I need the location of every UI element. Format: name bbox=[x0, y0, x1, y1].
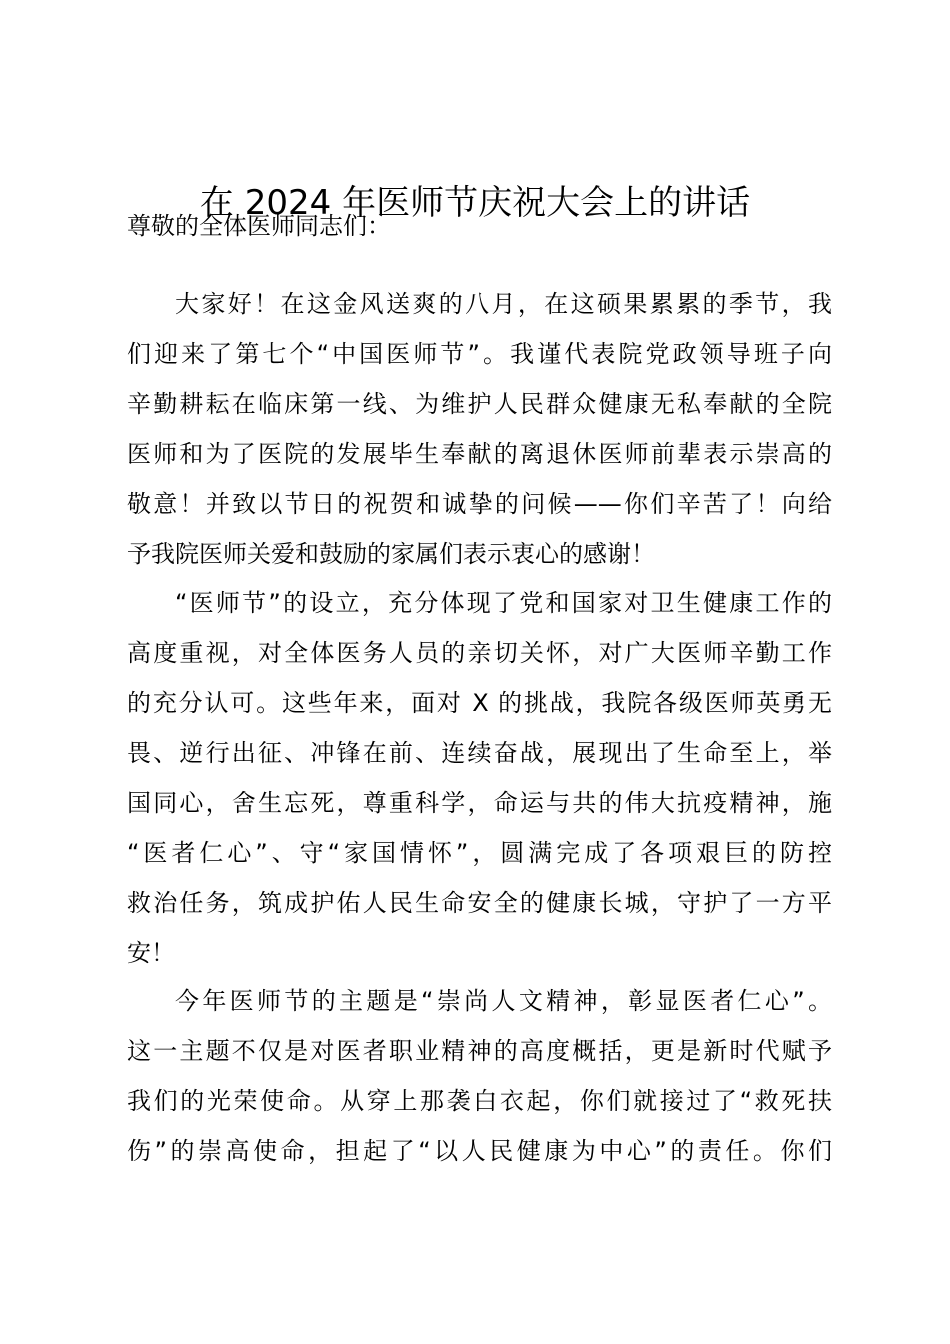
text-line: 辛勤耕耘在临床第一线、为维护人民群众健康无私奉献的全院 bbox=[127, 390, 832, 418]
text-line: 的充分认可。这些年来，面对 X 的挑战，我院各级医师英勇无 bbox=[127, 689, 832, 717]
text-line: 国同心，舍生忘死，尊重科学，命运与共的伟大抗疫精神，施 bbox=[127, 789, 832, 817]
text-line: 今年医师节的主题是“崇尚人文精神，彰显医者仁心”。 bbox=[175, 987, 832, 1015]
document-title: 在 2024 年医师节庆祝大会上的讲话 bbox=[199, 183, 751, 223]
paragraph-2 bbox=[127, 578, 832, 978]
text-line: 救治任务，筑成护佑人民生命安全的健康长城，守护了一方平 bbox=[127, 889, 832, 917]
text-line: 医师和为了医院的发展毕生奉献的离退休医师前辈表示崇高的 bbox=[127, 440, 832, 468]
text-line: 高度重视，对全体医务人员的亲切关怀，对广大医师辛勤工作 bbox=[127, 639, 832, 667]
text-line: 大家好！在这金风送爽的八月，在这硕果累累的季节，我 bbox=[175, 290, 832, 318]
text-line: 敬意！并致以节日的祝贺和诚挚的问候——你们辛苦了！向给 bbox=[127, 490, 832, 518]
text-line: 予我院医师关爱和鼓励的家属们表示衷心的感谢！ bbox=[127, 540, 655, 568]
text-line: 安！ bbox=[127, 939, 175, 967]
text-line: 伤”的崇高使命，担起了“以人民健康为中心”的责任。你们 bbox=[127, 1137, 832, 1165]
text-line: 们迎来了第七个“中国医师节”。我谨代表院党政领导班子向 bbox=[127, 340, 832, 368]
paragraph-1 bbox=[127, 279, 832, 579]
text-line: “医师节”的设立，充分体现了党和国家对卫生健康工作的 bbox=[175, 589, 832, 617]
text-line: 我们的光荣使命。从穿上那袭白衣起，你们就接过了“救死扶 bbox=[127, 1087, 832, 1115]
salutation: 尊敬的全体医师同志们： bbox=[127, 212, 391, 240]
text-line: 畏、逆行出征、冲锋在前、连续奋战，展现出了生命至上，举 bbox=[127, 739, 832, 767]
text-line: “医者仁心”、守“家国情怀”，圆满完成了各项艰巨的防控 bbox=[127, 839, 832, 867]
paragraph-3 bbox=[127, 976, 832, 1176]
text-line: 这一主题不仅是对医者职业精神的高度概括，更是新时代赋予 bbox=[127, 1037, 832, 1065]
